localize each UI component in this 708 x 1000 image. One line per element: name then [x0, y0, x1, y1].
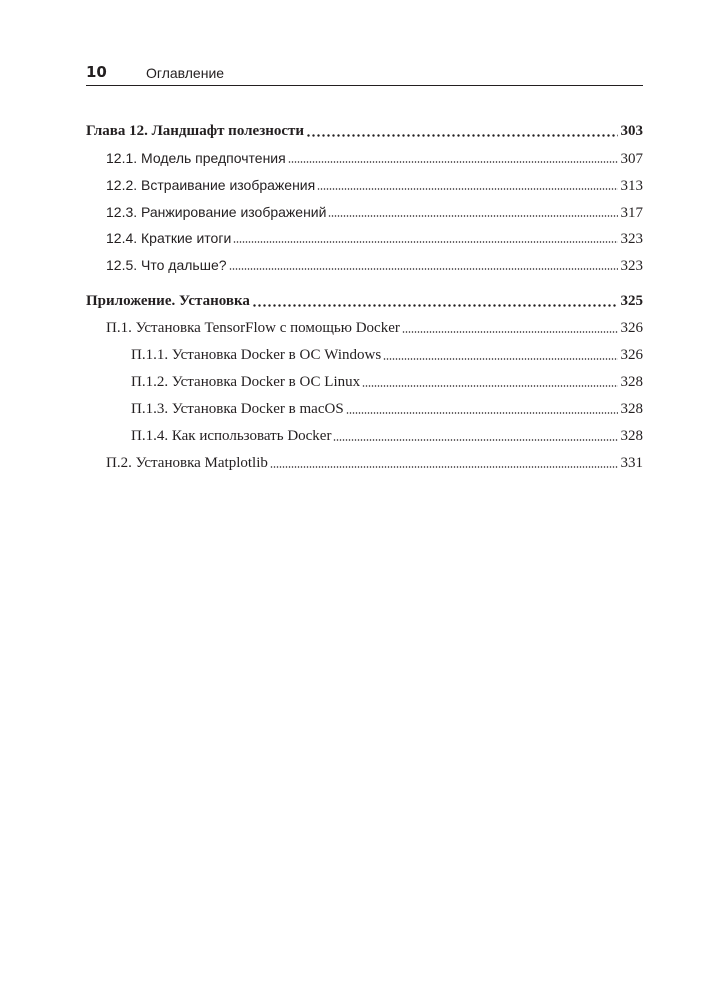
- page-number: 10: [86, 63, 107, 81]
- toc-entry-title: 12.1. Модель предпочтения: [106, 150, 286, 166]
- toc-subsection-p1-1[interactable]: [86, 345, 643, 365]
- toc-entry-title: 12.3. Ранжирование изображений: [106, 204, 327, 220]
- dot-leader: [383, 358, 617, 360]
- toc-entry-page: 328: [620, 401, 643, 417]
- dot-leader: [317, 188, 617, 190]
- toc-entry-title: П.1.3. Установка Docker в macOS: [131, 401, 344, 417]
- dot-leader: [233, 241, 617, 243]
- running-title: Оглавление: [146, 65, 225, 81]
- toc-subsection-p1-3[interactable]: [86, 399, 643, 419]
- toc-entry-page: 323: [620, 231, 643, 247]
- toc-entry-title: Глава 12. Ландшафт полезности: [86, 123, 305, 139]
- toc-chapter-12[interactable]: [86, 121, 643, 141]
- toc-entry-title: Приложение. Установка: [86, 293, 250, 309]
- toc-entry-title: П.1. Установка TensorFlow с помощью Docker: [106, 320, 400, 336]
- toc-entry-page: 307: [620, 151, 643, 167]
- dot-leader: [306, 134, 617, 137]
- toc-entry-title: 12.5. Что дальше?: [106, 257, 227, 273]
- toc-section-12-4[interactable]: [86, 228, 643, 248]
- toc-entry-title: П.2. Установка Matplotlib: [106, 455, 268, 471]
- toc-entry-title: П.1.4. Как использовать Docker: [131, 428, 332, 444]
- toc-section-p1[interactable]: [86, 318, 643, 338]
- dot-leader: [328, 215, 617, 217]
- toc-entry-page: 325: [620, 293, 643, 309]
- toc-subsection-p1-4[interactable]: [86, 426, 643, 446]
- dot-leader: [402, 331, 618, 333]
- toc-entry-page: 328: [620, 428, 643, 444]
- dot-leader: [346, 412, 618, 414]
- toc-appendix[interactable]: [86, 291, 643, 311]
- dot-leader: [333, 439, 617, 441]
- toc-section-12-5[interactable]: [86, 255, 643, 275]
- toc-entry-page: 328: [620, 374, 643, 390]
- toc-entry-page: 317: [620, 205, 643, 221]
- toc-entry-page: 326: [620, 347, 643, 363]
- toc-subsection-p1-2[interactable]: [86, 372, 643, 392]
- toc-entry-page: 323: [620, 258, 643, 274]
- toc-entry-page: 313: [620, 178, 643, 194]
- toc-section-12-3[interactable]: [86, 202, 643, 222]
- dot-leader: [288, 161, 618, 163]
- table-of-contents: [86, 0, 643, 1000]
- toc-section-12-2[interactable]: [86, 175, 643, 195]
- toc-entry-page: 326: [620, 320, 643, 336]
- dot-leader: [229, 268, 618, 270]
- toc-entry-page: 303: [620, 123, 643, 139]
- dot-leader: [252, 304, 618, 307]
- toc-entry-title: 12.4. Краткие итоги: [106, 230, 232, 246]
- toc-entry-title: П.1.1. Установка Docker в ОС Windows: [131, 347, 382, 363]
- toc-section-12-1[interactable]: [86, 148, 643, 168]
- dot-leader: [270, 466, 618, 468]
- toc-entry-page: 331: [620, 455, 643, 471]
- toc-entry-title: 12.2. Встраивание изображения: [106, 177, 316, 193]
- toc-section-p2[interactable]: [86, 453, 643, 473]
- dot-leader: [362, 385, 617, 387]
- toc-entry-title: П.1.2. Установка Docker в ОС Linux: [131, 374, 361, 390]
